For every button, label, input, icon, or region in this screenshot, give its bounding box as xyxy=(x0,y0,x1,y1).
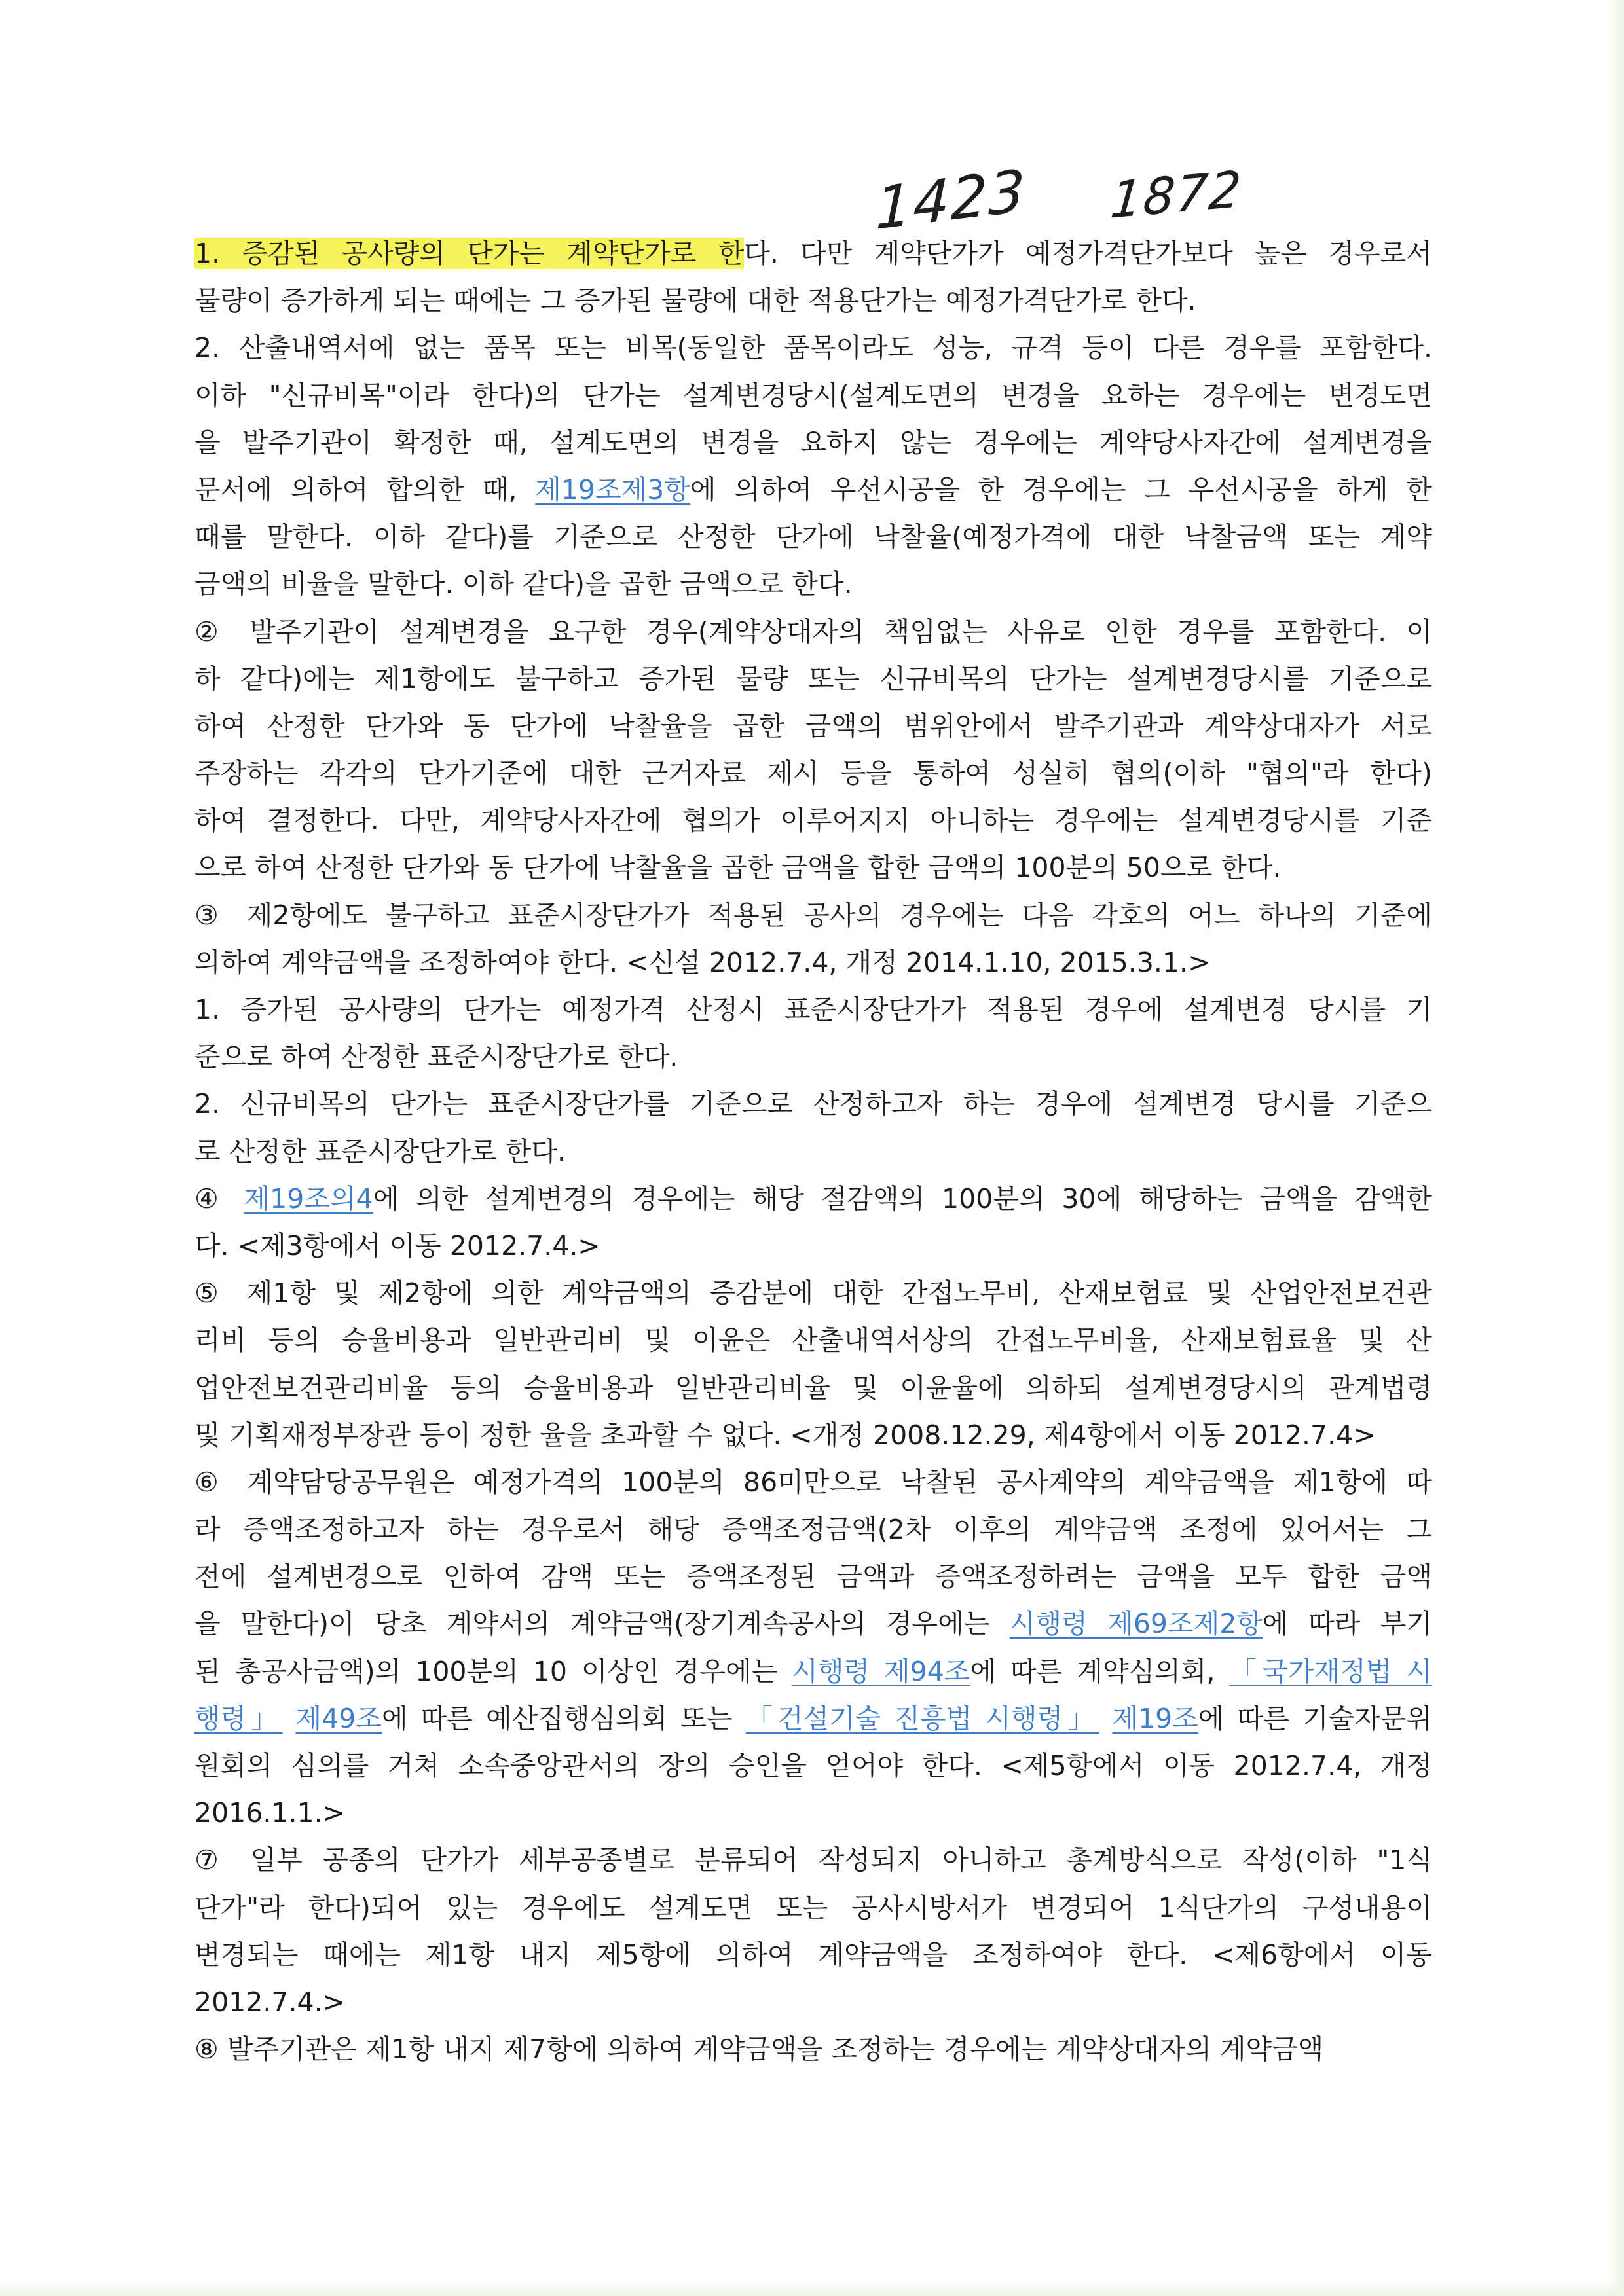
text-segment: 을 발주기관이 확정한 때, 설계도면의 변경을 요하지 않는 경우에는 계약당사자간에 설계변경을 xyxy=(194,426,1432,458)
text-segment: 문서에 의하여 합의한 때, xyxy=(194,473,536,505)
text-line xyxy=(194,2026,1432,2073)
text-line xyxy=(194,702,1432,750)
text-segment: 된 총공사금액)의 100분의 10 이상인 경우에는 xyxy=(194,1655,792,1687)
text-line xyxy=(194,844,1432,891)
text-segment: 주장하는 각각의 단가기준에 대한 근거자료 제시 등을 통하여 성실히 협의(이하 "협의"라 한다) xyxy=(194,757,1432,790)
text-line xyxy=(194,750,1432,797)
text-line xyxy=(194,1175,1432,1222)
text-segment: ⑧ 발주기관은 제1항 내지 제7항에 의하여 계약금액을 조정하는 경우에는 계약상대자의 계약금액 xyxy=(194,2033,1324,2066)
handwritten-note: 1423 xyxy=(875,156,1027,243)
document-body xyxy=(194,230,1432,2073)
paragraph xyxy=(194,1080,1432,1175)
text-line xyxy=(194,608,1432,655)
text-segment: ③ 제2항에도 불구하고 표준시장단가가 적용된 공사의 경우에는 다음 각호의 어느 하나의 기준에 xyxy=(194,899,1432,931)
text-segment: 단가"라 한다)되어 있는 경우에도 설계도면 또는 공사시방서가 변경되어 1식단가의 구성내용이 xyxy=(194,1891,1432,1923)
text-line xyxy=(194,1506,1432,1553)
text-line xyxy=(194,1080,1432,1127)
text-line xyxy=(194,1553,1432,1600)
text-line xyxy=(194,1836,1432,1884)
text-line xyxy=(194,1742,1432,1789)
text-line xyxy=(194,1412,1432,1459)
text-segment: 전에 설계변경으로 인하여 감액 또는 증액조정된 금액과 증액조정하려는 금액을 모두 합한 금액 xyxy=(194,1561,1432,1593)
scan-edge-right xyxy=(1607,0,1624,2296)
text-line xyxy=(194,1459,1432,1506)
text-segment: 변경되는 때에는 제1항 내지 제5항에 의하여 계약금액을 조정하여야 한다. <제6항에서 이동 xyxy=(194,1939,1432,1971)
text-line xyxy=(194,466,1432,513)
text-segment: 에 따른 기술자문위 xyxy=(1198,1702,1432,1734)
text-line xyxy=(194,277,1432,324)
text-line xyxy=(194,1269,1432,1317)
text-segment: 하 같다)에는 제1항에도 불구하고 증가된 물량 또는 신규비목의 단가는 설계변경당시를 기준으로 xyxy=(194,663,1432,695)
paragraph xyxy=(194,1459,1432,1837)
text-segment: 의하여 계약금액을 조정하여야 한다. <신설 2012.7.4, 개정 2014.1.10, 2015.3.1.> xyxy=(194,946,1211,978)
paragraph xyxy=(194,892,1432,986)
text-segment: ② 발주기관이 설계변경을 요구한 경우(계약상대자의 책임없는 사유로 인한 경우를 포함한다. 이 xyxy=(194,615,1432,647)
text-segment: ⑥ 계약담당공무원은 예정가격의 100분의 86미만으로 낙찰된 공사계약의 계약금액을 제1항에 따 xyxy=(194,1466,1432,1498)
text-segment: 이하 "신규비목"이라 한다)의 단가는 설계변경당시(설계도면의 변경을 요하는 경우에는 변경도면 xyxy=(194,379,1432,411)
text-segment: 1. 증가된 공사량의 단가는 예정가격 산정시 표준시장단가가 적용된 경우에 설계변경 당시를 기 xyxy=(194,994,1432,1025)
text-line xyxy=(194,324,1432,371)
text-segment: 에 따른 계약심의회, xyxy=(970,1655,1230,1687)
text-segment: 로 산정한 표준시장단가로 한다. xyxy=(194,1135,566,1167)
text-line xyxy=(194,230,1432,277)
text-line xyxy=(194,560,1432,608)
text-line xyxy=(194,1128,1432,1175)
paragraph xyxy=(194,986,1432,1080)
scan-edge-bottom xyxy=(0,2280,1624,2296)
text-line xyxy=(194,1789,1432,1836)
text-line xyxy=(194,1222,1432,1269)
text-line xyxy=(194,1884,1432,1931)
text-line xyxy=(194,1648,1432,1695)
text-line xyxy=(194,1033,1432,1080)
text-line xyxy=(194,1317,1432,1364)
highlighted-text: 1. 증감된 공사량의 단가는 계약단가로 한 xyxy=(194,238,745,269)
text-segment: 준으로 하여 산정한 표준시장단가로 한다. xyxy=(194,1041,678,1073)
text-line xyxy=(194,1931,1432,1978)
text-line xyxy=(194,419,1432,466)
text-segment: 에 의한 설계변경의 경우에는 해당 절감액의 100분의 30에 해당하는 금액을 감액한 xyxy=(373,1182,1432,1214)
text-line xyxy=(194,513,1432,560)
text-line xyxy=(194,1695,1432,1742)
text-segment xyxy=(282,1703,295,1734)
text-line xyxy=(194,372,1432,419)
text-segment: 및 기획재정부장관 등이 정한 율을 초과할 수 없다. <개정 2008.12.29, 제4항에서 이동 2012.7.4> xyxy=(194,1419,1376,1451)
text-segment: 다. 다만 계약단가가 예정가격단가보다 높은 경우로서 xyxy=(744,238,1432,269)
text-segment: ④ xyxy=(194,1182,244,1214)
law-reference-link[interactable]: 「건설기술 진흥법 시행령」 xyxy=(745,1702,1099,1734)
law-reference-link[interactable]: 제19조 xyxy=(1112,1702,1198,1734)
text-segment: 라 증액조정하고자 하는 경우로서 해당 증액조정금액(2차 이후의 계약금액 조정에 있어서는 그 xyxy=(194,1514,1432,1546)
law-reference-link[interactable]: 제19조의4 xyxy=(244,1182,373,1214)
text-line xyxy=(194,1978,1432,2026)
text-segment: 리비 등의 승율비용과 일반관리비 및 이윤은 산출내역서상의 간접노무비율, 산재보험료율 및 산 xyxy=(194,1324,1432,1357)
text-segment: 원회의 심의를 거쳐 소속중앙관서의 장의 승인을 얻어야 한다. <제5항에서 이동 2012.7.4, 개정 xyxy=(194,1750,1432,1781)
text-segment: 에 따른 예산집행심의회 또는 xyxy=(381,1702,746,1734)
text-line xyxy=(194,797,1432,844)
text-segment: ⑦ 일부 공종의 단가가 세부공종별로 분류되어 작성되지 아니하고 총계방식으로 작성(이하 "1식 xyxy=(194,1844,1432,1876)
text-segment: 다. <제3항에서 이동 2012.7.4.> xyxy=(194,1230,600,1262)
text-segment: ⑤ 제1항 및 제2항에 의한 계약금액의 증감분에 대한 간접노무비, 산재보험료 및 산업안전보건관 xyxy=(194,1277,1432,1309)
text-segment: 에 의하여 우선시공을 한 경우에는 그 우선시공을 하게 한 xyxy=(690,473,1432,505)
text-segment: 때를 말한다. 이하 같다)를 기준으로 산정한 단가에 낙찰율(예정가격에 대한 낙찰금액 또는 계약 xyxy=(194,521,1432,553)
paragraph xyxy=(194,230,1432,324)
text-segment: 하여 결정한다. 다만, 계약당사자간에 협의가 이루어지지 아니하는 경우에는 설계변경당시를 기준 xyxy=(194,805,1432,837)
text-line xyxy=(194,939,1432,986)
text-segment xyxy=(1099,1703,1112,1734)
text-line xyxy=(194,1364,1432,1412)
law-reference-link[interactable]: 제49조 xyxy=(295,1702,382,1734)
paragraph xyxy=(194,1175,1432,1269)
paragraph xyxy=(194,324,1432,608)
law-reference-link[interactable]: 제19조제3항 xyxy=(535,473,690,505)
text-segment: 2. 산출내역서에 없는 품목 또는 비목(동일한 품목이라도 성능, 규격 등이 다른 경우를 포함한다. xyxy=(194,332,1432,364)
text-segment: 2. 신규비목의 단가는 표준시장단가를 기준으로 산정하고자 하는 경우에 설계변경 당시를 기준으 xyxy=(194,1088,1432,1120)
text-segment: 2012.7.4.> xyxy=(194,1986,345,2018)
text-segment: 업안전보건관리비율 등의 승율비용과 일반관리비율 및 이윤율에 의하되 설계변경당시의 관계법령 xyxy=(194,1372,1432,1404)
paragraph xyxy=(194,1269,1432,1459)
text-segment: 으로 하여 산정한 단가와 동 단가에 낙찰율을 곱한 금액을 합한 금액의 100분의 50으로 한다. xyxy=(194,852,1282,884)
paragraph xyxy=(194,1836,1432,2026)
law-reference-link[interactable]: 시행령 제69조제2항 xyxy=(1009,1608,1263,1640)
handwritten-note: 1872 xyxy=(1108,159,1245,230)
text-segment: 하여 산정한 단가와 동 단가에 낙찰율을 곱한 금액의 범위안에서 발주기관과 계약상대자가 서로 xyxy=(194,710,1432,742)
text-segment: 2016.1.1.> xyxy=(194,1797,345,1829)
law-reference-link[interactable]: 시행령 제94조 xyxy=(792,1655,970,1687)
law-reference-link[interactable]: 「국가재정법 시 xyxy=(1229,1655,1432,1687)
text-line xyxy=(194,892,1432,939)
paragraph xyxy=(194,608,1432,892)
text-line xyxy=(194,655,1432,702)
paragraph xyxy=(194,2026,1432,2073)
text-segment: 에 따라 부기 xyxy=(1262,1608,1432,1640)
text-line xyxy=(194,1600,1432,1647)
text-segment: 금액의 비율을 말한다. 이하 같다)을 곱한 금액으로 한다. xyxy=(194,568,853,600)
text-line xyxy=(194,986,1432,1033)
text-segment: 물량이 증가하게 되는 때에는 그 증가된 물량에 대한 적용단가는 예정가격단가로 한다. xyxy=(194,285,1196,317)
text-segment: 을 말한다)이 당초 계약서의 계약금액(장기계속공사의 경우에는 xyxy=(194,1608,1010,1640)
law-reference-link[interactable]: 행령」 xyxy=(194,1702,283,1734)
